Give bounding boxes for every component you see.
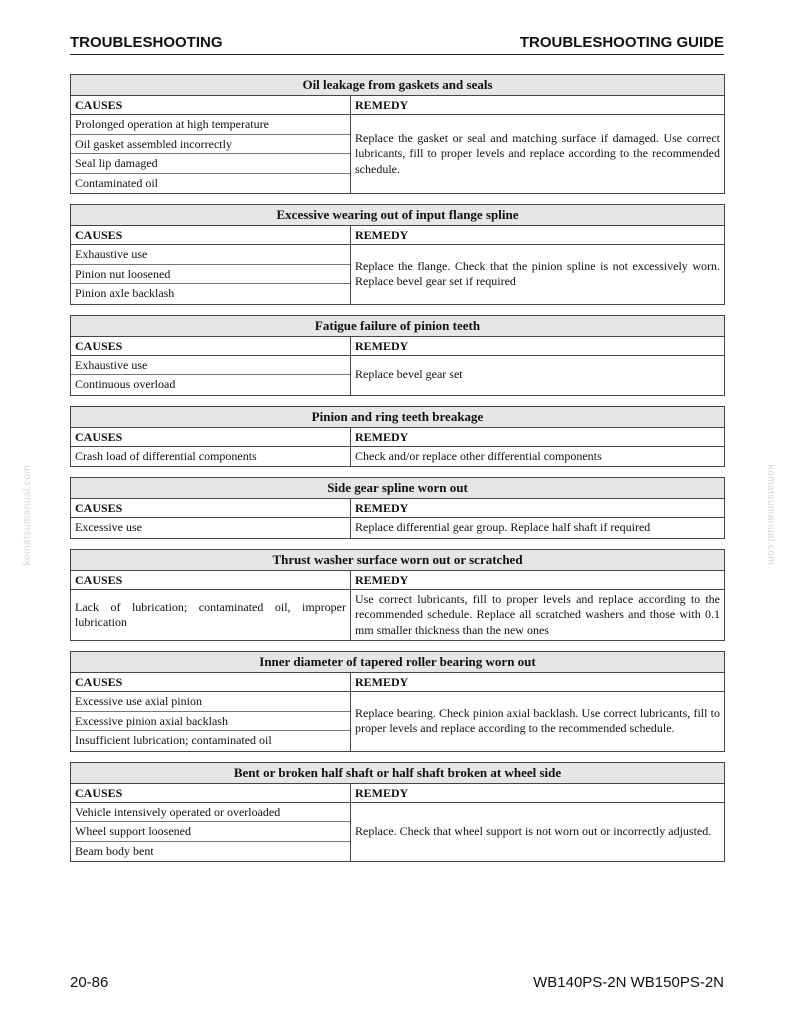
table-title: Excessive wearing out of input flange spline bbox=[71, 205, 724, 226]
remedy-column bbox=[351, 356, 724, 395]
troubleshooting-table bbox=[70, 74, 725, 194]
causes-column bbox=[71, 518, 351, 538]
remedy-header: REMEDY bbox=[355, 785, 409, 800]
table-header-row bbox=[71, 226, 724, 245]
remedy-cell: Replace the gasket or seal and matching surface if damaged. Use correct lubricants, fill to proper levels and replace according to the recommended schedule. bbox=[355, 130, 720, 176]
remedy-cell: Use correct lubricants, fill to proper levels and replace according to the recommended schedule. Replace all scratched washers and those with 0.1 mm smaller thickness than the new ones bbox=[355, 591, 720, 637]
cause-cell: Exhaustive use bbox=[71, 245, 350, 265]
remedy-header: REMEDY bbox=[355, 572, 409, 587]
causes-column bbox=[71, 590, 351, 641]
remedy-cell: Replace differential gear group. Replace half shaft if required bbox=[355, 520, 651, 534]
cause-cell: Continuous overload bbox=[75, 377, 176, 391]
cause-cell: Excessive pinion axial backlash bbox=[71, 712, 350, 732]
section-title: TROUBLESHOOTING bbox=[70, 34, 223, 51]
troubleshooting-tables bbox=[70, 74, 725, 872]
cause-cell: Vehicle intensively operated or overloaded bbox=[71, 803, 350, 823]
remedy-cell: Check and/or replace other differential components bbox=[355, 448, 602, 463]
remedy-header: REMEDY bbox=[355, 98, 409, 112]
page-header bbox=[70, 34, 724, 54]
cause-cell: Pinion nut loosened bbox=[71, 265, 350, 285]
causes-header: CAUSES bbox=[71, 337, 351, 355]
cause-cell: Beam body bent bbox=[75, 843, 154, 858]
cause-cell: Prolonged operation at high temperature bbox=[71, 115, 350, 135]
troubleshooting-table bbox=[70, 204, 725, 305]
page-footer bbox=[70, 974, 724, 994]
cause-cell: Lack of lubrication; contaminated oil, improper lubrication bbox=[75, 599, 346, 629]
cause-cell: Crash load of differential components bbox=[75, 448, 257, 463]
remedy-column bbox=[351, 803, 724, 862]
remedy-header: REMEDY bbox=[355, 501, 409, 515]
remedy-column bbox=[351, 590, 724, 641]
troubleshooting-table bbox=[70, 762, 725, 863]
causes-header: CAUSES bbox=[71, 428, 351, 446]
table-title: Inner diameter of tapered roller bearing worn out bbox=[71, 652, 724, 673]
troubleshooting-table bbox=[70, 549, 725, 642]
table-header-row bbox=[71, 499, 724, 518]
cause-cell: Exhaustive use bbox=[71, 356, 350, 376]
table-header-row bbox=[71, 96, 724, 115]
page-number: 20-86 bbox=[70, 974, 109, 991]
table-body bbox=[71, 590, 724, 641]
table-body bbox=[71, 518, 724, 538]
cause-cell: Excessive use axial pinion bbox=[71, 692, 350, 712]
causes-column bbox=[71, 803, 351, 862]
remedy-cell: Replace bevel gear set bbox=[355, 367, 463, 382]
remedy-column bbox=[351, 692, 724, 751]
table-header-row bbox=[71, 337, 724, 356]
table-body bbox=[71, 692, 724, 751]
table-body bbox=[71, 803, 724, 862]
causes-column bbox=[71, 692, 351, 751]
table-header-row bbox=[71, 784, 724, 803]
table-body bbox=[71, 115, 724, 193]
cause-cell: Insufficient lubrication; contaminated oil bbox=[75, 733, 272, 747]
cause-cell: Seal lip damaged bbox=[71, 154, 350, 174]
cause-cell: Wheel support loosened bbox=[71, 822, 350, 842]
remedy-column bbox=[351, 115, 724, 193]
cause-cell: Oil gasket assembled incorrectly bbox=[71, 135, 350, 155]
watermark-right: komatsumanual.com bbox=[765, 464, 776, 566]
causes-header: CAUSES bbox=[71, 226, 351, 244]
causes-column bbox=[71, 447, 351, 467]
troubleshooting-table bbox=[70, 315, 725, 396]
cause-cell: Contaminated oil bbox=[75, 175, 158, 190]
remedy-cell: Replace bearing. Check pinion axial backlash. Use correct lubricants, fill to proper levels and replace according to the recommended schedule. bbox=[355, 705, 720, 736]
remedy-column bbox=[351, 245, 724, 304]
remedy-header: REMEDY bbox=[355, 429, 409, 444]
table-header-row bbox=[71, 673, 724, 692]
watermark-left: komatsumanual.com bbox=[22, 464, 33, 566]
remedy-header: REMEDY bbox=[355, 228, 409, 242]
troubleshooting-table bbox=[70, 406, 725, 468]
remedy-cell: Replace the flange. Check that the pinion spline is not excessively worn. Replace bevel gear set if required bbox=[355, 258, 720, 289]
causes-header: CAUSES bbox=[71, 96, 351, 114]
causes-header: CAUSES bbox=[71, 673, 351, 691]
remedy-cell: Replace. Check that wheel support is not worn out or incorrectly adjusted. bbox=[355, 824, 712, 838]
table-title: Fatigue failure of pinion teeth bbox=[71, 316, 724, 337]
remedy-column bbox=[351, 518, 724, 538]
cause-cell: Excessive use bbox=[75, 520, 142, 534]
troubleshooting-table bbox=[70, 477, 725, 539]
table-body bbox=[71, 447, 724, 467]
causes-column bbox=[71, 115, 351, 193]
remedy-header: REMEDY bbox=[355, 338, 409, 353]
causes-header: CAUSES bbox=[71, 499, 351, 517]
remedy-column bbox=[351, 447, 724, 467]
troubleshooting-table bbox=[70, 651, 725, 752]
causes-column bbox=[71, 245, 351, 304]
table-title: Side gear spline worn out bbox=[71, 478, 724, 499]
header-rule bbox=[70, 54, 724, 55]
model-number: WB140PS-2N WB150PS-2N bbox=[533, 974, 724, 991]
table-header-row bbox=[71, 428, 724, 447]
causes-header: CAUSES bbox=[71, 784, 351, 802]
table-title: Pinion and ring teeth breakage bbox=[71, 407, 724, 428]
cause-cell: Pinion axle backlash bbox=[75, 286, 175, 300]
table-title: Bent or broken half shaft or half shaft broken at wheel side bbox=[71, 763, 724, 784]
table-header-row bbox=[71, 571, 724, 590]
guide-title: TROUBLESHOOTING GUIDE bbox=[519, 34, 724, 51]
causes-header: CAUSES bbox=[71, 571, 351, 589]
table-title: Thrust washer surface worn out or scratched bbox=[71, 550, 724, 571]
table-title: Oil leakage from gaskets and seals bbox=[71, 75, 724, 96]
table-body bbox=[71, 245, 724, 304]
remedy-header: REMEDY bbox=[355, 675, 409, 689]
table-body bbox=[71, 356, 724, 395]
causes-column bbox=[71, 356, 351, 395]
